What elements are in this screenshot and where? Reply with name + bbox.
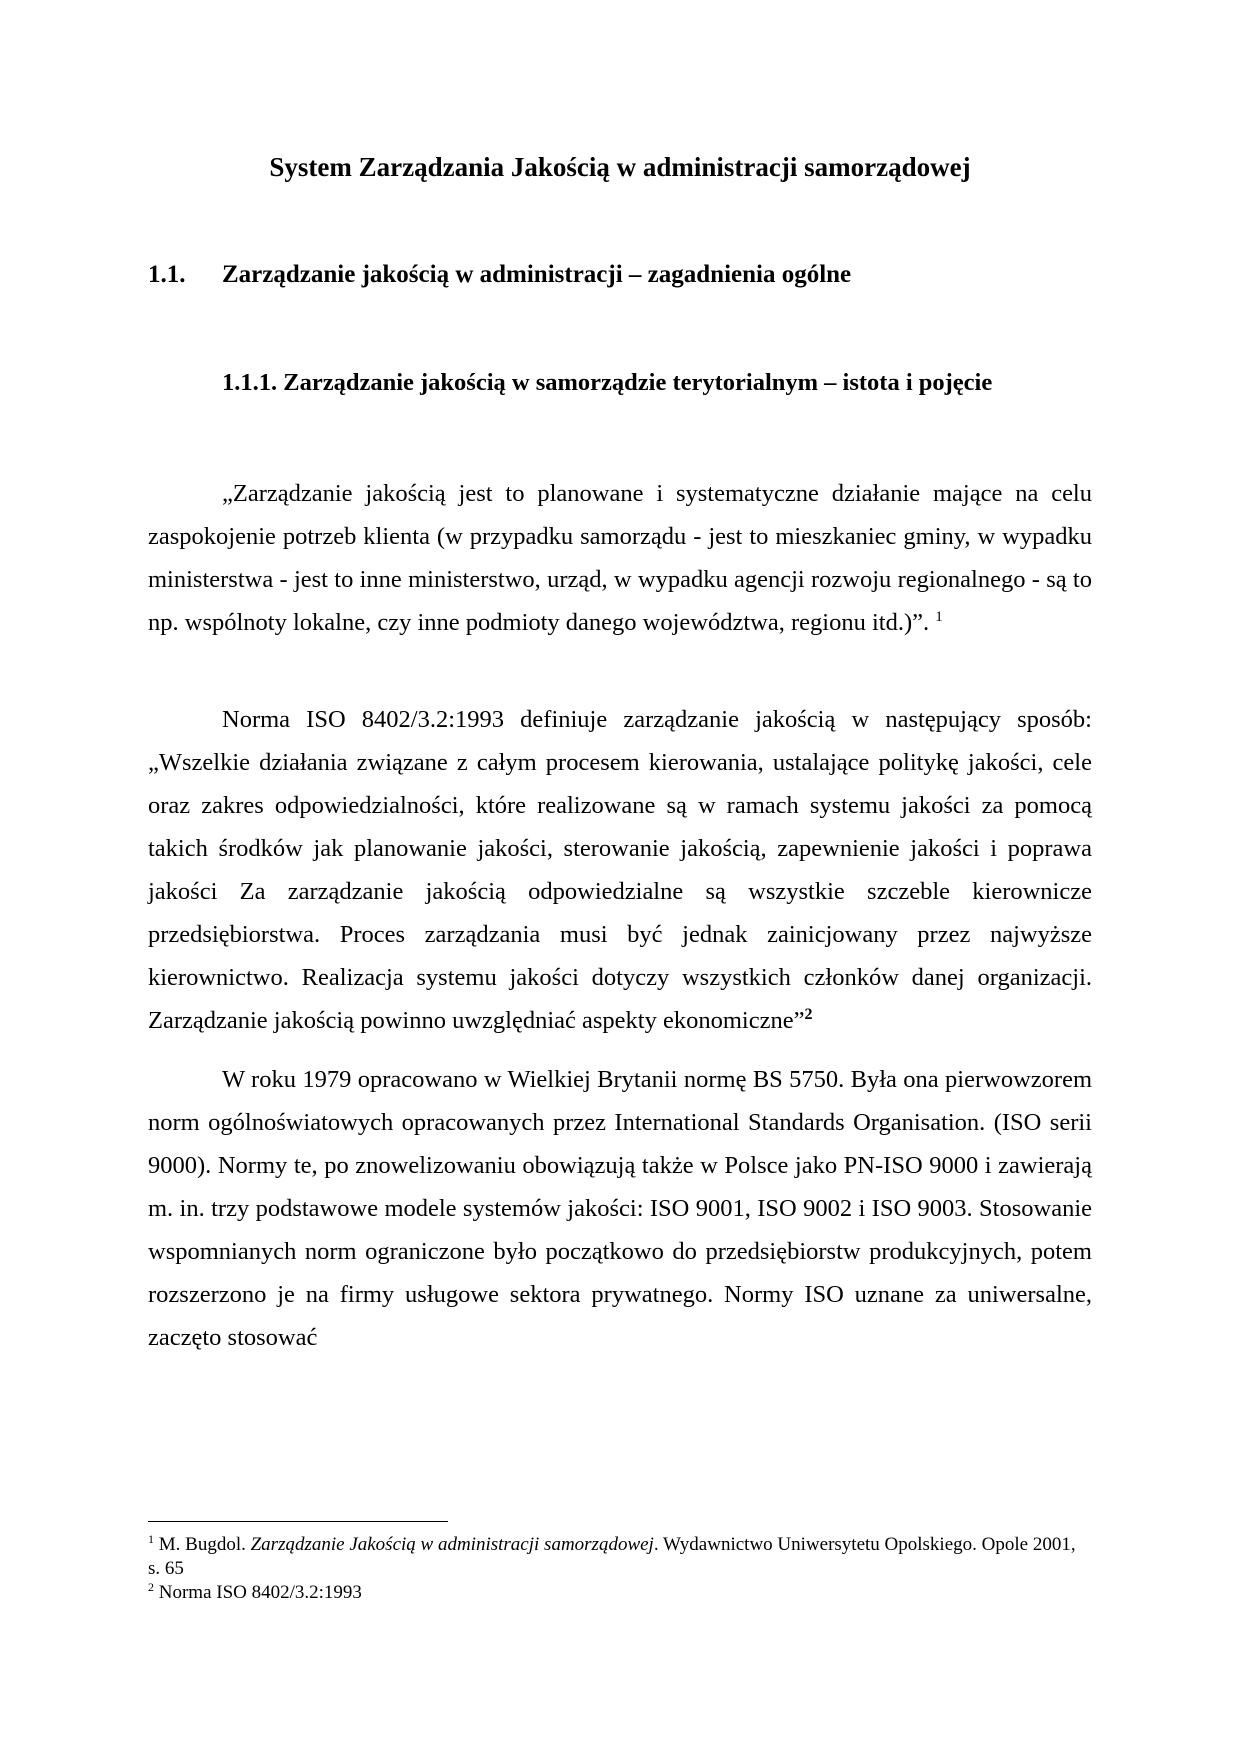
- footnote-ref-1[interactable]: 1: [935, 609, 943, 625]
- section-title: Zarządzanie jakością w administracji – zagadnienia ogólne: [222, 261, 852, 288]
- footnote-2-number: 2: [148, 1580, 154, 1594]
- footnote-1: [148, 1533, 1092, 1581]
- paragraph-2: [148, 698, 1092, 1042]
- subsection-heading: 1.1.1. Zarządzanie jakością w samorządzie terytorialnym – istota i pojęcie: [222, 369, 993, 396]
- section-number: 1.1.: [148, 261, 186, 288]
- paragraph-1: [148, 472, 1092, 644]
- footnote-2-text: Norma ISO 8402/3.2:1993: [158, 1582, 362, 1603]
- footnote-1-rest: . Wydawnictwo Uniwersytetu Opolskiego. Opole 2001, s. 65: [148, 1534, 1076, 1579]
- paragraph-3: [148, 1058, 1092, 1359]
- paragraph-2-text: Norma ISO 8402/3.2:1993 definiuje zarządzanie jakością w następujący sposób: „Wszelkie działania związane z całym procesem kierowania, ustalające politykę jakości, cele oraz zakres odpowiedzialności, które realizowane są w ramach systemu jakości za pomocą takich środków jak planowanie jakości, sterowanie jakością, zapewnienie jakości i poprawa jakości Za zarządzanie jakością odpowiedzialne są wszystkie szczeble kierownicze przedsiębiorstwa. Proces zarządzania musi być jednak zainicjowany przez najwyższe kierownictwo. Realizacja systemu jakości dotyczy wszystkich członków danej organizacji. Zarządzanie jakością powinno uwzględniać aspekty ekonomiczne”: [148, 706, 1092, 1034]
- footnote-1-number: 1: [148, 1532, 154, 1546]
- document-title: System Zarządzania Jakością w administracji samorządowej: [269, 152, 971, 182]
- footnote-1-author: M. Bugdol.: [158, 1534, 246, 1555]
- footnote-2: [148, 1581, 1092, 1605]
- footnote-separator: [148, 1521, 448, 1522]
- footnotes: [148, 1533, 1092, 1605]
- section-heading: [148, 258, 1098, 292]
- footnote-ref-2[interactable]: 2: [804, 1006, 813, 1023]
- footnote-1-title: Zarządzanie Jakością w administracji samorządowej: [250, 1534, 654, 1555]
- paragraph-1-text: „Zarządzanie jakością jest to planowane i systematyczne działanie mające na celu zaspokojenie potrzeb klienta (w przypadku samorządu - jest to mieszkaniec gminy, w wypadku ministerstwa - jest to inne ministerstwo, urząd, w wypadku agencji rozwoju regionalnego - są to np. wspólnoty lokalne, czy inne podmioty danego województwa, regionu itd.)”.: [148, 480, 1092, 636]
- paragraph-3-text: W roku 1979 opracowano w Wielkiej Brytanii normę BS 5750. Była ona pierwowzorem norm ogólnoświatowych opracowanych przez International Standards Organisation. (ISO serii 9000). Normy te, po znowelizowaniu obowiązują także w Polsce jako PN-ISO 9000 i zawierają m. in. trzy podstawowe modele systemów jakości: ISO 9001, ISO 9002 i ISO 9003. Stosowanie wspomnianych norm ograniczone było początkowo do przedsiębiorstw produkcyjnych, potem rozszerzono je na firmy usługowe sektora prywatnego. Normy ISO uznane za uniwersalne, zaczęto stosować: [148, 1066, 1092, 1351]
